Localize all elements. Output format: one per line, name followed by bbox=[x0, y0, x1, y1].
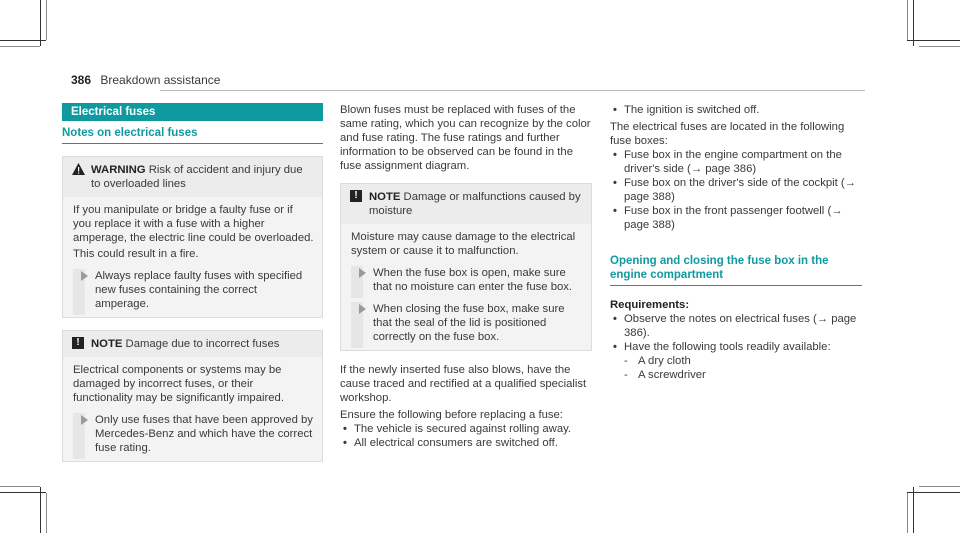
warning-paragraph: This could result in a fire. bbox=[73, 248, 199, 260]
warning-head-text: Risk of accident and injury due to overloaded lines bbox=[91, 164, 303, 190]
page-number: 386 bbox=[71, 73, 92, 87]
section-title: Breakdown assistance bbox=[100, 73, 221, 87]
crop-mark bbox=[46, 0, 47, 40]
paragraph: If the newly inserted fuse also blows, have the cause traced and rectified at a qualified specialist workshop. bbox=[340, 364, 587, 404]
section-heading: Opening and closing the fuse box in the engine compartment bbox=[610, 254, 862, 286]
requirements-label: Requirements: bbox=[610, 299, 690, 311]
note-paragraph: Moisture may cause damage to the electrical system or cause it to malfunction. bbox=[351, 231, 576, 257]
crop-mark bbox=[46, 493, 47, 533]
warning-body bbox=[63, 197, 322, 317]
list-item: • The vehicle is secured against rolling away. bbox=[343, 423, 572, 435]
crop-mark bbox=[907, 492, 960, 493]
note-icon: ! bbox=[350, 190, 362, 202]
warning-box bbox=[62, 156, 323, 318]
sub-list-item: - A screwdriver bbox=[624, 369, 706, 381]
note-step-text: When the fuse box is open, make sure that no moisture can enter the fuse box. bbox=[373, 267, 573, 293]
note-step bbox=[351, 266, 583, 294]
intro-paragraph: Blown fuses must be replaced with fuses of the same rating, which you can recognize by the color and fuse rating. The fuse ratings and further information to be observed can be found in the fuse assignment diagram. bbox=[340, 104, 591, 172]
note-head bbox=[63, 331, 322, 357]
crop-mark bbox=[0, 486, 40, 487]
warning-paragraph: If you manipulate or bridge a faulty fuse or if you replace it with a fuse with a higher amperage, the electric line could be overloaded. bbox=[73, 204, 314, 244]
paragraph: Ensure the following before replacing a fuse: bbox=[340, 409, 563, 421]
note-label: NOTE bbox=[91, 338, 123, 350]
crop-mark bbox=[907, 0, 908, 40]
note-box bbox=[62, 330, 323, 462]
step-arrow-icon bbox=[359, 268, 366, 278]
subheading: Notes on electrical fuses bbox=[62, 126, 323, 144]
left-column bbox=[62, 103, 323, 462]
crop-mark bbox=[919, 46, 960, 47]
crop-mark bbox=[0, 46, 40, 47]
step-arrow-icon bbox=[81, 415, 88, 425]
crop-mark bbox=[40, 487, 41, 533]
note-head-text: Damage or malfunctions caused by moisture bbox=[369, 191, 581, 217]
list-item: • Observe the notes on electrical fuses (→ page 386). bbox=[613, 313, 857, 339]
middle-column bbox=[340, 103, 592, 450]
warning-triangle-icon bbox=[72, 163, 85, 175]
note-label: NOTE bbox=[369, 191, 401, 203]
note-icon: ! bbox=[72, 337, 84, 349]
note-step-text: Only use fuses that have been approved by Mercedes-Benz and which have the correct fuse rating. bbox=[95, 414, 313, 454]
crop-mark bbox=[907, 493, 908, 533]
note-step bbox=[73, 413, 314, 455]
list-item: • All electrical consumers are switched off. bbox=[343, 437, 558, 449]
note-body bbox=[63, 357, 322, 461]
warning-label: WARNING bbox=[91, 164, 146, 176]
note-head bbox=[341, 184, 591, 224]
crop-mark bbox=[913, 487, 914, 533]
paragraph: The electrical fuses are located in the following fuse boxes: bbox=[610, 121, 845, 147]
right-column bbox=[610, 103, 862, 382]
page-header bbox=[71, 73, 220, 87]
sub-list-item: - A dry cloth bbox=[624, 355, 691, 367]
list-item: • Fuse box on the driver's side of the cockpit (→ page 388) bbox=[613, 177, 856, 203]
list-item: • Fuse box in the engine compartment on the driver's side (→ page 386) bbox=[613, 149, 842, 175]
crop-mark bbox=[919, 486, 960, 487]
step-arrow-icon bbox=[81, 271, 88, 281]
crop-mark bbox=[0, 40, 46, 41]
moisture-note-box bbox=[340, 183, 592, 351]
list-item: • Have the following tools readily available: bbox=[613, 341, 831, 353]
header-rule bbox=[160, 90, 865, 91]
note-step-text: When closing the fuse box, make sure that the seal of the lid is positioned correctly on the fuse box. bbox=[373, 303, 565, 343]
list-item: • The ignition is switched off. bbox=[613, 104, 760, 116]
note-head-text: Damage due to incorrect fuses bbox=[125, 338, 280, 350]
note-step bbox=[351, 302, 583, 344]
section-bar: Electrical fuses bbox=[62, 103, 323, 121]
note-paragraph: Electrical components or systems may be damaged by incorrect fuses, or their functionality may be significantly impaired. bbox=[73, 364, 284, 404]
warning-step bbox=[73, 269, 314, 311]
warning-head bbox=[63, 157, 322, 197]
step-arrow-icon bbox=[359, 304, 366, 314]
crop-mark bbox=[0, 492, 46, 493]
note-body bbox=[341, 224, 591, 350]
crop-mark bbox=[907, 40, 960, 41]
warning-step-text: Always replace faulty fuses with specified new fuses containing the correct amperage. bbox=[95, 270, 303, 310]
list-item: • Fuse box in the front passenger footwell (→ page 388) bbox=[613, 205, 843, 231]
